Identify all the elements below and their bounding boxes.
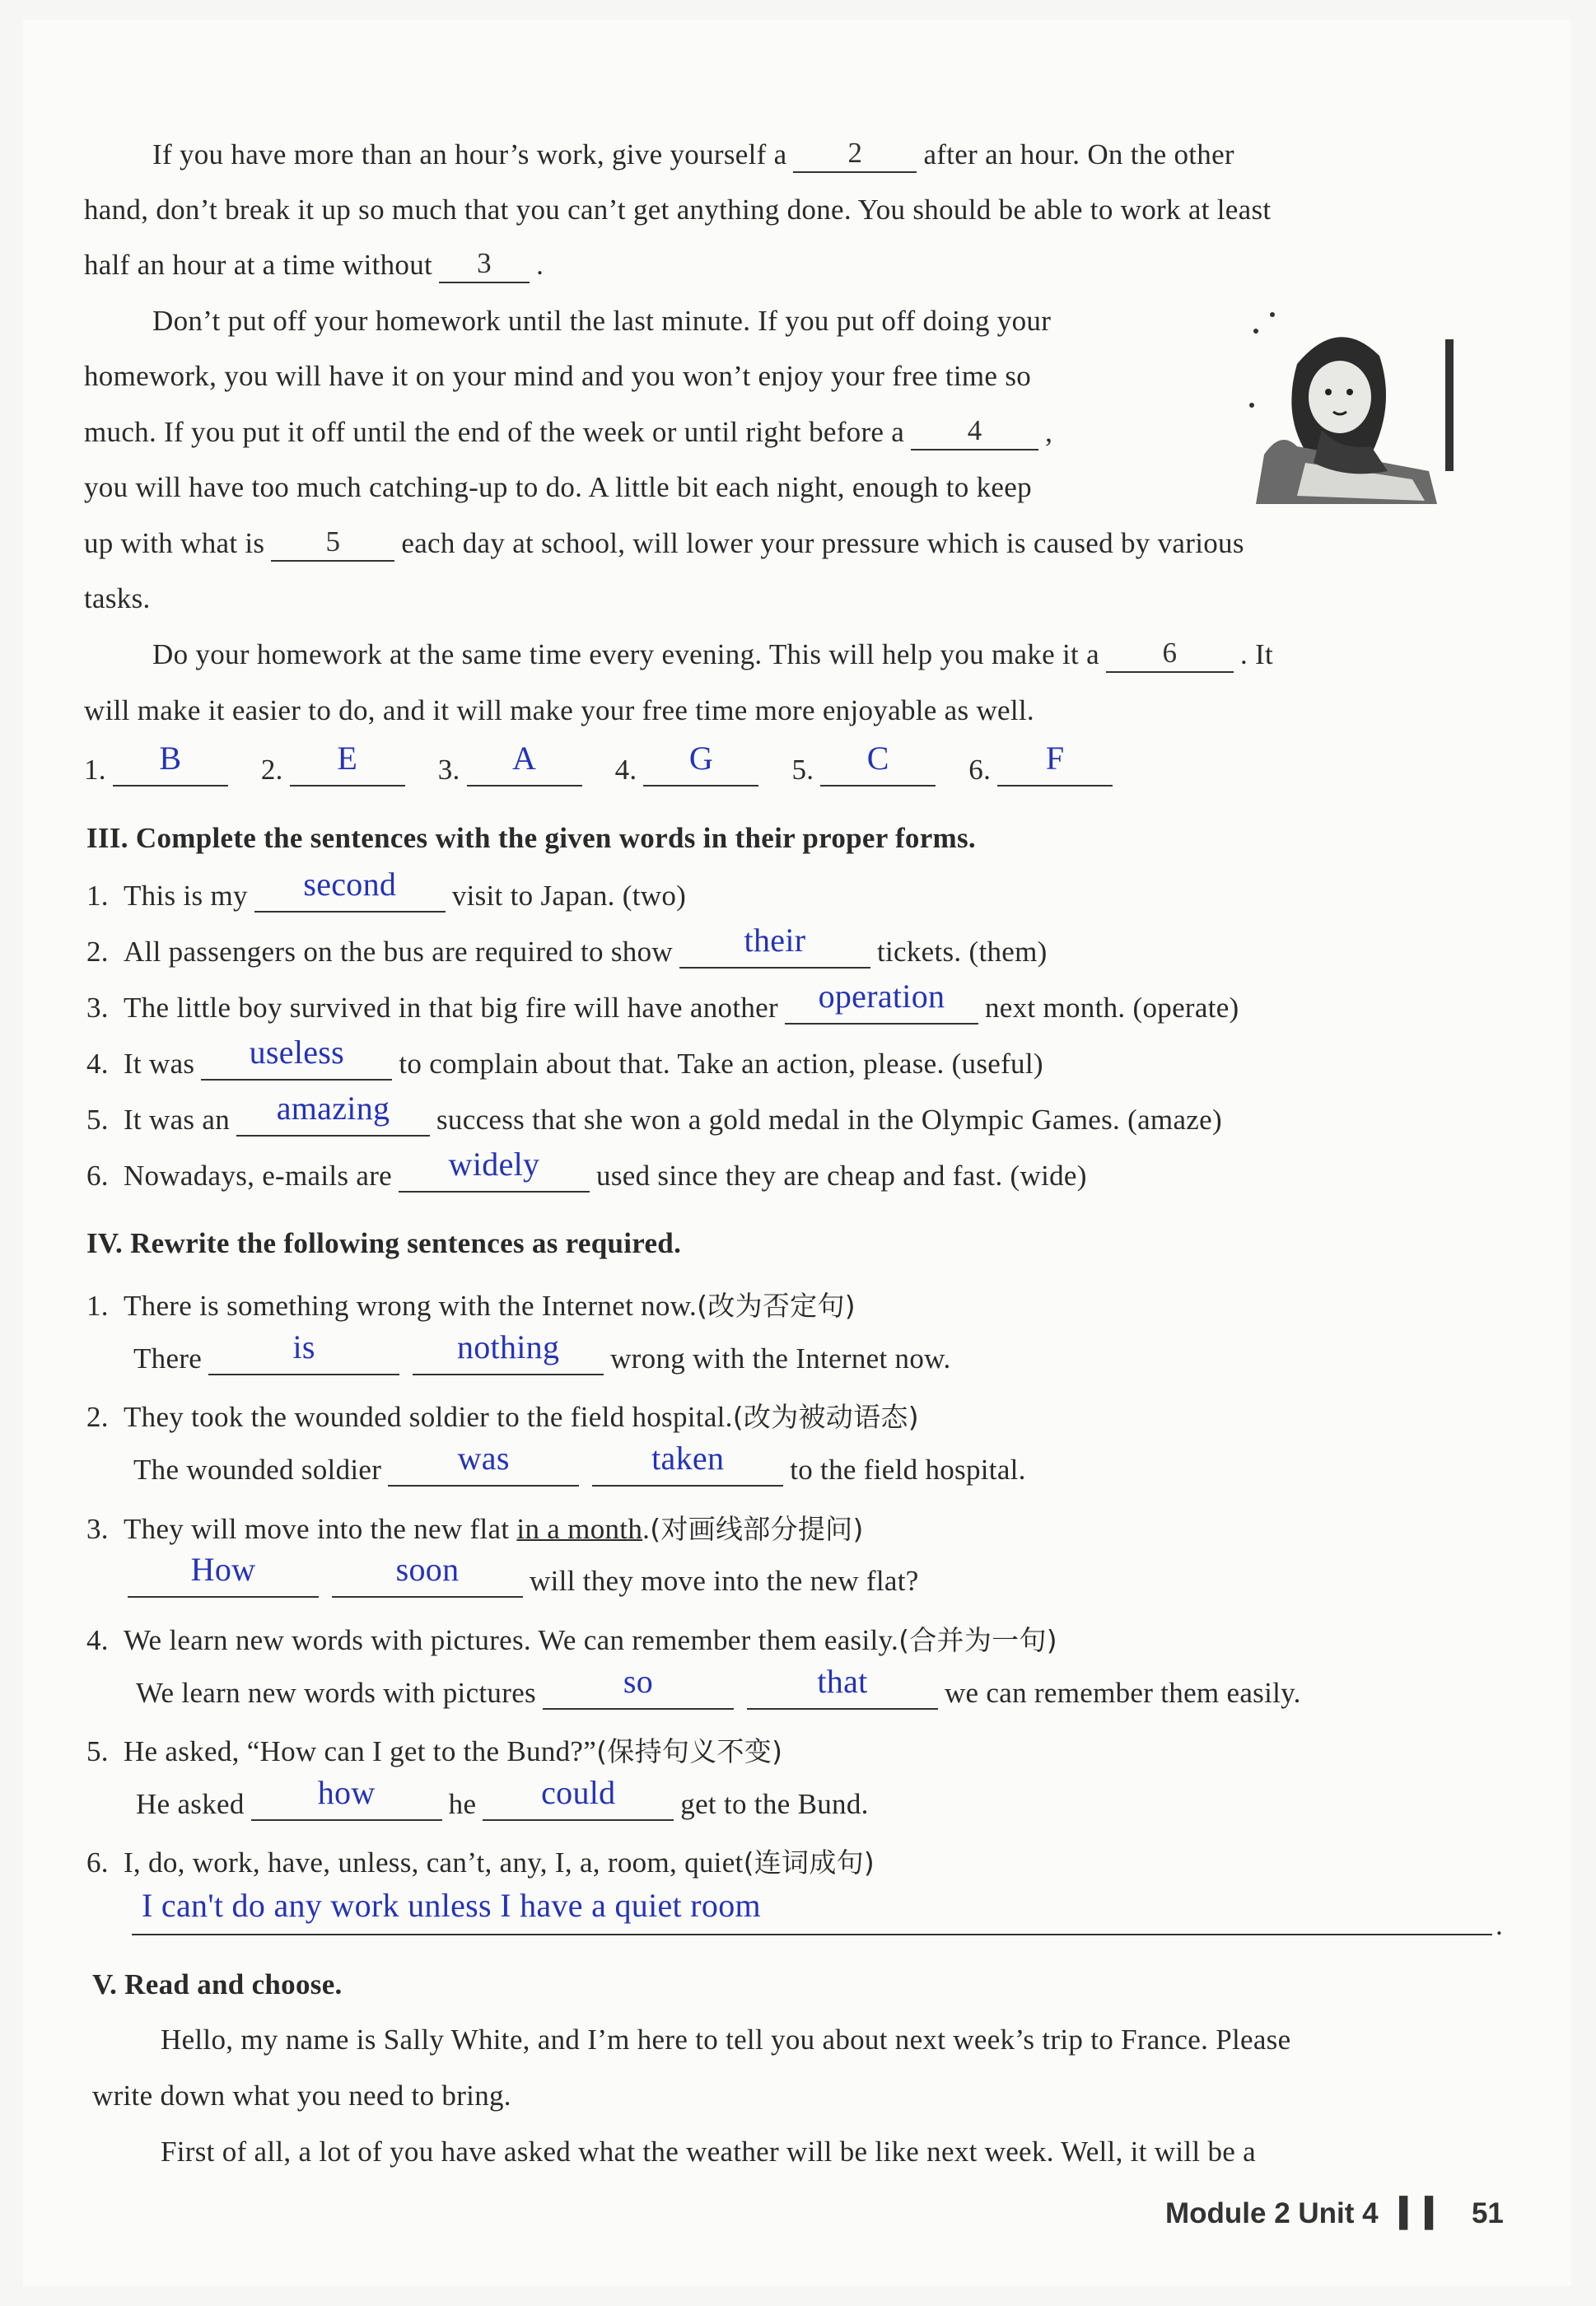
exercise-item (86, 1034, 1043, 1081)
answer-field[interactable] (332, 1551, 523, 1598)
answer-text: I can't do any work unless I have a quiet room (142, 1887, 761, 1924)
answer-field[interactable] (399, 1146, 590, 1193)
item-text: . (642, 1513, 651, 1545)
answer-num: 6. (968, 754, 992, 786)
answer-field[interactable] (483, 1774, 674, 1821)
item-instruction: (连词成句) (743, 1846, 875, 1879)
reading-line (152, 138, 1234, 173)
item-text: He asked, “How can I get to the Bund?” (123, 1735, 597, 1767)
item-text: We learn new words with pictures (136, 1677, 536, 1709)
item-text: we can remember them easily. (944, 1677, 1301, 1709)
answer-text: that (817, 1663, 868, 1700)
answer-text: useless (249, 1034, 345, 1071)
girl-studying-illustration-icon (1248, 306, 1460, 511)
answer-text: their (744, 922, 806, 959)
section-heading: IV. Rewrite the following sentences as required. (86, 1227, 682, 1259)
answer-text: second (303, 866, 397, 903)
answer-text: was (457, 1440, 510, 1477)
answer-text: A (511, 740, 537, 777)
answer-field[interactable] (128, 1551, 319, 1598)
answer-text: could (541, 1774, 616, 1811)
reading-line (84, 694, 1034, 727)
answer-text: F (1045, 740, 1065, 777)
answer-num: 5. (791, 754, 814, 786)
page-number: 51 (1471, 2197, 1504, 2229)
reading-text: write down what you need to bring. (92, 2080, 511, 2112)
answer-line (128, 1551, 919, 1598)
blank-2 (793, 138, 917, 173)
item-number: 3. (86, 1513, 109, 1545)
reading-text: up with what is (84, 527, 265, 559)
item-text: They will move into the new flat (123, 1513, 510, 1545)
item-number: 2. (86, 1401, 109, 1433)
exercise-item (86, 1146, 1087, 1193)
answer-num: 1. (84, 754, 106, 786)
item-number: 6. (86, 1846, 109, 1879)
reading-text: . It (1239, 638, 1274, 670)
answer-field[interactable] (643, 740, 758, 787)
answer-num: 2. (260, 754, 283, 786)
exercise-item (86, 1090, 1222, 1137)
reading-line (84, 416, 1052, 450)
answer-text: G (688, 740, 714, 777)
answer-text: B (159, 740, 182, 777)
exercise-item (86, 1396, 919, 1435)
answer-field[interactable] (251, 1774, 442, 1821)
reading-text: . (536, 249, 544, 281)
item-text: There is something wrong with the Internet now. (123, 1290, 698, 1322)
exercise-item (86, 978, 1239, 1025)
item-text: We learn new words with pictures. We can remember them easily. (123, 1624, 899, 1656)
item-text: I, do, work, have, unless, can’t, any, I, a, room, quiet (123, 1846, 744, 1879)
item-instruction: (改为否定句) (697, 1290, 856, 1322)
reading-line (161, 2136, 1256, 2168)
reading-line (84, 194, 1271, 226)
item-instruction: (合并为一句) (898, 1624, 1057, 1656)
reading-line (161, 2024, 1290, 2056)
item-text: to the field hospital. (790, 1454, 1026, 1486)
blank-4 (911, 416, 1038, 450)
answer-field[interactable] (254, 866, 446, 913)
answer-field[interactable] (413, 1328, 604, 1375)
answer-num: 4. (614, 754, 637, 786)
module-label: Module 2 Unit 4 (1165, 2197, 1379, 2229)
answer-text: amazing (276, 1090, 390, 1127)
item-text: All passengers on the bus are required to show (123, 936, 673, 968)
sentence-end-mark: . (1496, 1909, 1504, 1941)
reading-text: homework, you will have it on your mind and you won’t enjoy your free time so (84, 360, 1032, 392)
reading-text: will make it easier to do, and it will make your free time more enjoyable as well. (84, 694, 1034, 726)
reading-text: you will have too much catching-up to do. A little bit each night, enough to keep (84, 471, 1032, 503)
answer-text: soon (395, 1551, 460, 1588)
exercise-item (86, 1730, 782, 1769)
item-text: It was an (123, 1104, 231, 1136)
answer-text: operation (818, 978, 945, 1015)
blank-number: 3 (477, 247, 492, 279)
blank-3 (439, 249, 530, 283)
item-text: success that she won a gold medal in the Olympic Games. (amaze) (436, 1104, 1222, 1136)
answer-field[interactable] (388, 1440, 579, 1487)
answer-field[interactable] (543, 1663, 734, 1710)
answer-text: E (337, 740, 358, 777)
reading-text: hand, don’t break it up so much that you can’t get anything done. You should be able to work at least (84, 194, 1272, 226)
answer-text: so (623, 1663, 654, 1700)
answer-text: C (866, 740, 889, 777)
answer-field[interactable] (467, 740, 582, 787)
section-heading: V. Read and choose. (92, 1968, 343, 2000)
exercise-item (86, 1619, 1057, 1658)
answer-field[interactable] (997, 740, 1113, 787)
reading-line (84, 527, 1244, 562)
item-instruction: (改为被动语态) (732, 1401, 919, 1433)
reading-text: tasks. (84, 582, 151, 614)
reading-line (84, 582, 151, 615)
divider-bars-icon: ▍▍ (1399, 2197, 1451, 2229)
item-number: 4. (86, 1624, 109, 1656)
reading-line (84, 249, 544, 283)
reading-line (152, 638, 1273, 673)
reading-text: , (1045, 416, 1053, 448)
item-text: will they move into the new flat? (530, 1565, 919, 1597)
answer-field[interactable] (236, 1090, 430, 1137)
item-number: 3. (86, 992, 109, 1024)
item-instruction: (保持句义不变) (596, 1735, 783, 1767)
item-text: They took the wounded soldier to the field hospital. (123, 1401, 733, 1433)
exercise-item (86, 922, 1048, 969)
reading-text: Do your homework at the same time every evening. This will help you make it a (152, 638, 1099, 670)
answer-line (142, 1886, 761, 1925)
answer-text: how (317, 1774, 376, 1811)
answer-line (133, 1328, 951, 1375)
answer-line (136, 1663, 1301, 1710)
answer-line (136, 1774, 869, 1821)
page-footer (1165, 2197, 1504, 2230)
item-text: The wounded soldier (133, 1454, 382, 1486)
answer-text: is (292, 1328, 315, 1365)
reading-text: If you have more than an hour’s work, give yourself a (152, 138, 787, 170)
blank-5 (271, 527, 394, 562)
section-heading: III. Complete the sentences with the given words in their proper forms. (86, 822, 976, 854)
answer-field[interactable] (132, 1934, 1492, 1935)
item-text: used since they are cheap and fast. (wide) (596, 1160, 1087, 1192)
item-text: he (448, 1788, 477, 1820)
answer-text: taken (651, 1440, 725, 1477)
item-text: Nowadays, e-mails are (123, 1160, 393, 1192)
item-instruction: (对画线部分提问) (650, 1513, 864, 1545)
blank-number: 4 (967, 414, 982, 446)
item-text: to complain about that. Take an action, please. (useful) (399, 1048, 1043, 1080)
reading-text: Hello, my name is Sally White, and I’m here to tell you about next week’s trip to France. Please (161, 2024, 1291, 2056)
reading-text: First of all, a lot of you have asked what the weather will be like next week. Well, it will be a (161, 2136, 1256, 2168)
item-number: 5. (86, 1104, 109, 1136)
item-text: tickets. (them) (876, 936, 1048, 968)
answer-field[interactable] (747, 1663, 938, 1710)
answer-row (84, 740, 1119, 787)
underlined-phrase: in a month (516, 1513, 643, 1545)
item-text: get to the Bund. (680, 1788, 869, 1820)
answer-field[interactable] (113, 740, 228, 787)
answer-text: nothing (456, 1328, 560, 1365)
reading-text: Don’t put off your homework until the last minute. If you put off doing your (152, 305, 1052, 337)
reading-text: each day at school, will lower your pressure which is caused by various (401, 527, 1244, 559)
exercise-item (86, 866, 687, 913)
blank-number: 2 (847, 137, 863, 169)
answer-field[interactable] (820, 740, 936, 787)
item-text: There (133, 1342, 203, 1375)
item-text: next month. (operate) (984, 992, 1239, 1024)
item-text: wrong with the Internet now. (610, 1342, 951, 1375)
exercise-item (86, 1842, 875, 1880)
answer-field[interactable] (592, 1440, 783, 1487)
answer-field[interactable] (290, 740, 405, 787)
answer-text: widely (448, 1146, 540, 1183)
reading-line (92, 2080, 511, 2112)
reading-text: after an hour. On the other (923, 138, 1234, 170)
reading-text: much. If you put it off until the end of the week or until right before a (84, 416, 905, 448)
item-text: It was (123, 1048, 195, 1080)
answer-field[interactable] (201, 1034, 392, 1081)
item-number: 2. (86, 936, 109, 968)
item-text: visit to Japan. (two) (451, 880, 687, 912)
blank-number: 5 (325, 525, 341, 558)
item-number: 5. (86, 1735, 109, 1767)
item-text: The little boy survived in that big fire will have another (123, 992, 778, 1024)
reading-line (84, 360, 1031, 393)
item-text: This is my (123, 880, 248, 912)
item-number: 4. (86, 1048, 109, 1080)
answer-field[interactable] (679, 922, 870, 969)
reading-line (84, 471, 1032, 504)
item-text: He asked (136, 1788, 245, 1820)
blank-number: 6 (1162, 637, 1178, 669)
exercise-item (86, 1508, 864, 1547)
reading-text: half an hour at a time without (84, 249, 433, 281)
item-number: 1. (86, 1290, 109, 1322)
answer-text: How (190, 1551, 256, 1588)
answer-num: 3. (437, 754, 460, 786)
item-number: 6. (86, 1160, 109, 1192)
answer-field[interactable] (208, 1328, 399, 1375)
exercise-item (86, 1285, 856, 1323)
item-number: 1. (86, 880, 109, 912)
answer-field[interactable] (785, 978, 978, 1025)
reading-line (152, 305, 1051, 338)
answer-line (133, 1440, 1026, 1487)
blank-6 (1106, 638, 1234, 673)
